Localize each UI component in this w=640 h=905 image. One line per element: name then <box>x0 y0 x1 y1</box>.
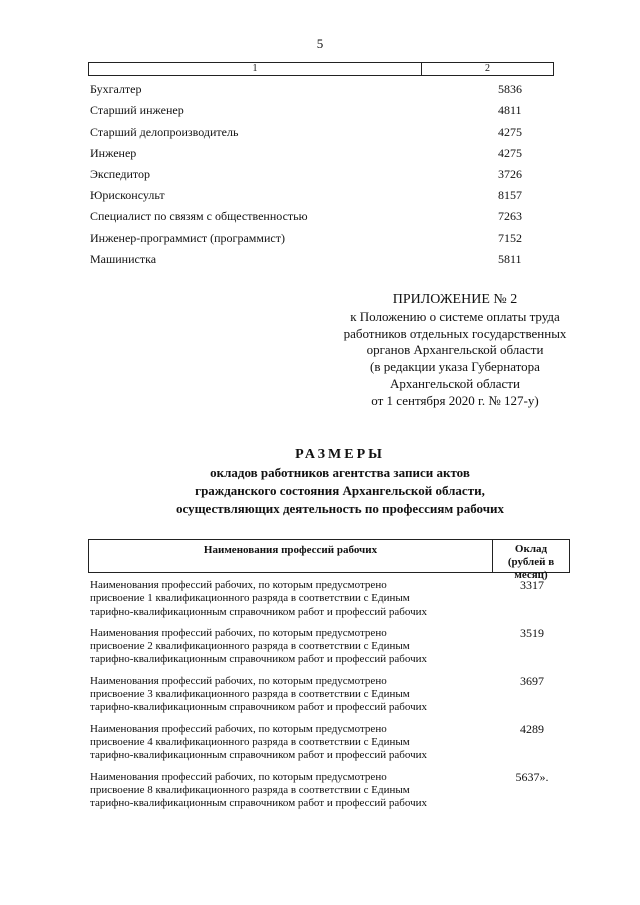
table-row <box>88 76 554 97</box>
position-name: Экспедитор <box>90 166 150 181</box>
table-row <box>88 771 570 811</box>
salary-table-header <box>88 62 554 76</box>
column-header-1: 1 <box>89 63 422 75</box>
salary-value: 7263 <box>498 209 522 224</box>
table-row <box>88 675 570 715</box>
header-salary-line: Оклад <box>514 543 548 555</box>
table-row <box>88 246 554 267</box>
appendix-line: от 1 сентября 2020 г. № 127-у) <box>371 392 539 408</box>
profession-description <box>88 579 494 619</box>
table-row <box>88 203 554 224</box>
appendix-line: органов Архангельской области <box>366 342 544 358</box>
salary-value: 4275 <box>498 145 522 160</box>
salary-value: 8157 <box>498 188 522 203</box>
table-row <box>88 161 554 182</box>
appendix-line: к Положению о системе оплаты труда <box>350 308 560 324</box>
appendix-line: работников отдельных государственных <box>343 325 567 341</box>
heading-title: РАЗМЕРЫ <box>295 447 385 462</box>
page-number: 5 <box>316 36 324 51</box>
column-header-2: 2 <box>485 63 490 74</box>
salary-value: 7152 <box>498 230 522 245</box>
position-name: Специалист по связям с общественностью <box>90 209 308 224</box>
profession-description <box>88 723 494 763</box>
profession-description <box>88 771 494 811</box>
description-line: тарифно-квалификационным справочником работ и профессий рабочих <box>90 749 428 762</box>
description-line: присвоение 2 квалификационного разряда в соответствии с Единым <box>90 640 410 653</box>
workers-table-header <box>88 539 570 581</box>
salary-value: 5836 <box>498 82 522 97</box>
table-row <box>88 118 554 139</box>
description-line: присвоение 3 квалификационного разряда в соответствии с Единым <box>90 688 410 701</box>
heading-line: осуществляющих деятельность по профессиям рабочих <box>175 501 505 516</box>
position-name: Бухгалтер <box>90 82 142 97</box>
description-line: тарифно-квалификационным справочником работ и профессий рабочих <box>90 653 428 666</box>
header-profession-name: Наименования профессий рабочих <box>89 540 493 572</box>
appendix-line: (в редакции указа Губернатора <box>370 359 540 375</box>
description-line: Наименования профессий рабочих, по которым предусмотрено <box>90 626 387 639</box>
salary-table <box>88 62 554 267</box>
position-name: Старший делопроизводитель <box>90 124 239 139</box>
description-line: присвоение 4 квалификационного разряда в соответствии с Единым <box>90 735 410 748</box>
table-row <box>88 579 570 619</box>
description-line: присвоение 1 квалификационного разряда в соответствии с Единым <box>90 592 410 605</box>
workers-salary-table <box>88 539 570 810</box>
table-row <box>88 723 570 763</box>
position-name: Инженер <box>90 145 137 160</box>
description-line: Наименования профессий рабочих, по которым предусмотрено <box>90 674 387 687</box>
description-line: присвоение 8 квалификационного разряда в соответствии с Единым <box>90 783 410 796</box>
position-name: Юрисконсульт <box>90 188 165 203</box>
table-row <box>88 140 554 161</box>
description-line: Наименования профессий рабочих, по которым предусмотрено <box>90 579 387 591</box>
table-row <box>88 224 554 245</box>
heading-line: гражданского состояния Архангельской области, <box>195 483 485 498</box>
description-line: тарифно-квалификационным справочником работ и профессий рабочих <box>90 797 428 810</box>
salary-value: 3697 <box>520 673 544 688</box>
section-heading <box>60 446 620 518</box>
heading-line: окладов работников агентства записи актов <box>210 465 470 480</box>
salary-value: 4275 <box>498 124 522 139</box>
description-line: тарифно-квалификационным справочником работ и профессий рабочих <box>90 605 428 618</box>
appendix-title: ПРИЛОЖЕНИЕ № 2 <box>392 292 518 307</box>
table-row <box>88 182 554 203</box>
table-row <box>88 97 554 118</box>
position-name: Старший инженер <box>90 103 184 118</box>
table-row <box>88 627 570 667</box>
position-name: Машинистка <box>90 251 157 266</box>
description-line: тарифно-квалификационным справочником работ и профессий рабочих <box>90 701 428 714</box>
appendix-line: Архангельской области <box>390 375 520 391</box>
description-line: Наименования профессий рабочих, по которым предусмотрено <box>90 770 387 783</box>
salary-value: 5811 <box>498 251 522 266</box>
salary-value: 5637». <box>515 769 549 784</box>
profession-description <box>88 675 494 715</box>
salary-value: 3726 <box>498 166 522 181</box>
position-name: Инженер-программист (программист) <box>90 230 285 245</box>
salary-value: 3519 <box>520 625 544 640</box>
header-salary-unit: (рублей в месяц) <box>507 556 555 581</box>
salary-value: 4289 <box>520 721 544 736</box>
salary-value: 3317 <box>520 578 544 592</box>
appendix-header <box>310 292 600 410</box>
description-line: Наименования профессий рабочих, по которым предусмотрено <box>90 722 387 735</box>
profession-description <box>88 627 494 667</box>
header-salary <box>493 540 569 581</box>
salary-value: 4811 <box>498 103 522 118</box>
